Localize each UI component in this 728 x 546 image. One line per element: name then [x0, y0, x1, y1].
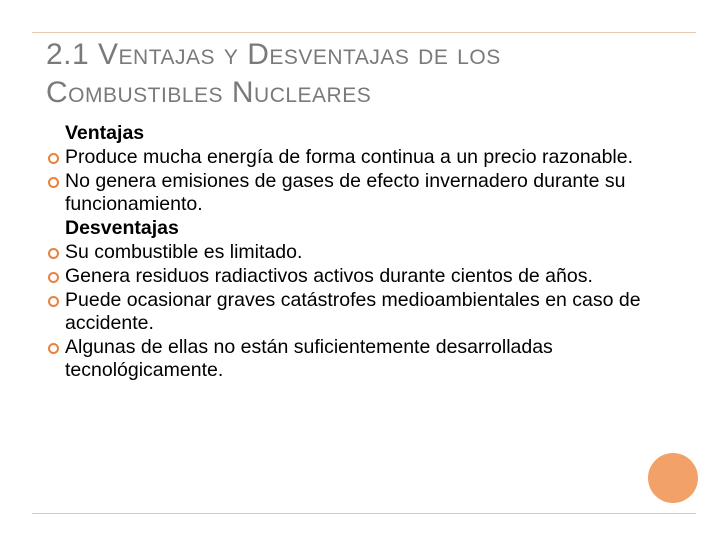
title-line-2: Combustibles Nucleares [46, 76, 372, 109]
frame-top-line [32, 32, 696, 33]
bullet-circle-icon [48, 296, 59, 307]
slide-title [46, 36, 686, 112]
ventajas-heading: Ventajas [65, 122, 145, 144]
bullet-circle-icon [48, 153, 59, 164]
list-item-text: No genera emisiones de gases de efecto invernadero durante su funcionamiento. [65, 170, 626, 215]
list-item [46, 241, 646, 264]
list-item [46, 146, 646, 169]
bullet-circle-icon [48, 248, 59, 259]
list-item [46, 289, 646, 335]
list-item [46, 170, 646, 216]
frame-bottom-line [32, 513, 696, 514]
title-line-1: 2.1 Ventajas y Desventajas de los [46, 38, 501, 71]
list-item-text: Algunas de ellas no están suficientemente desarrolladas tecnológicamente. [65, 336, 553, 381]
list-item-text: Genera residuos radiactivos activos durante cientos de años. [65, 265, 593, 287]
bullet-circle-icon [48, 177, 59, 188]
slide-content [46, 122, 646, 383]
list-item-text: Su combustible es limitado. [65, 241, 303, 263]
list-item-text: Produce mucha energía de forma continua a un precio razonable. [65, 146, 634, 168]
list-item [46, 336, 646, 382]
list-item-text: Puede ocasionar graves catástrofes medioambientales en caso de accidente. [65, 289, 641, 334]
bullet-circle-icon [48, 343, 59, 354]
list-item [46, 265, 646, 288]
bullet-circle-icon [48, 272, 59, 283]
decorative-circle [648, 453, 698, 503]
desventajas-heading: Desventajas [65, 217, 179, 239]
